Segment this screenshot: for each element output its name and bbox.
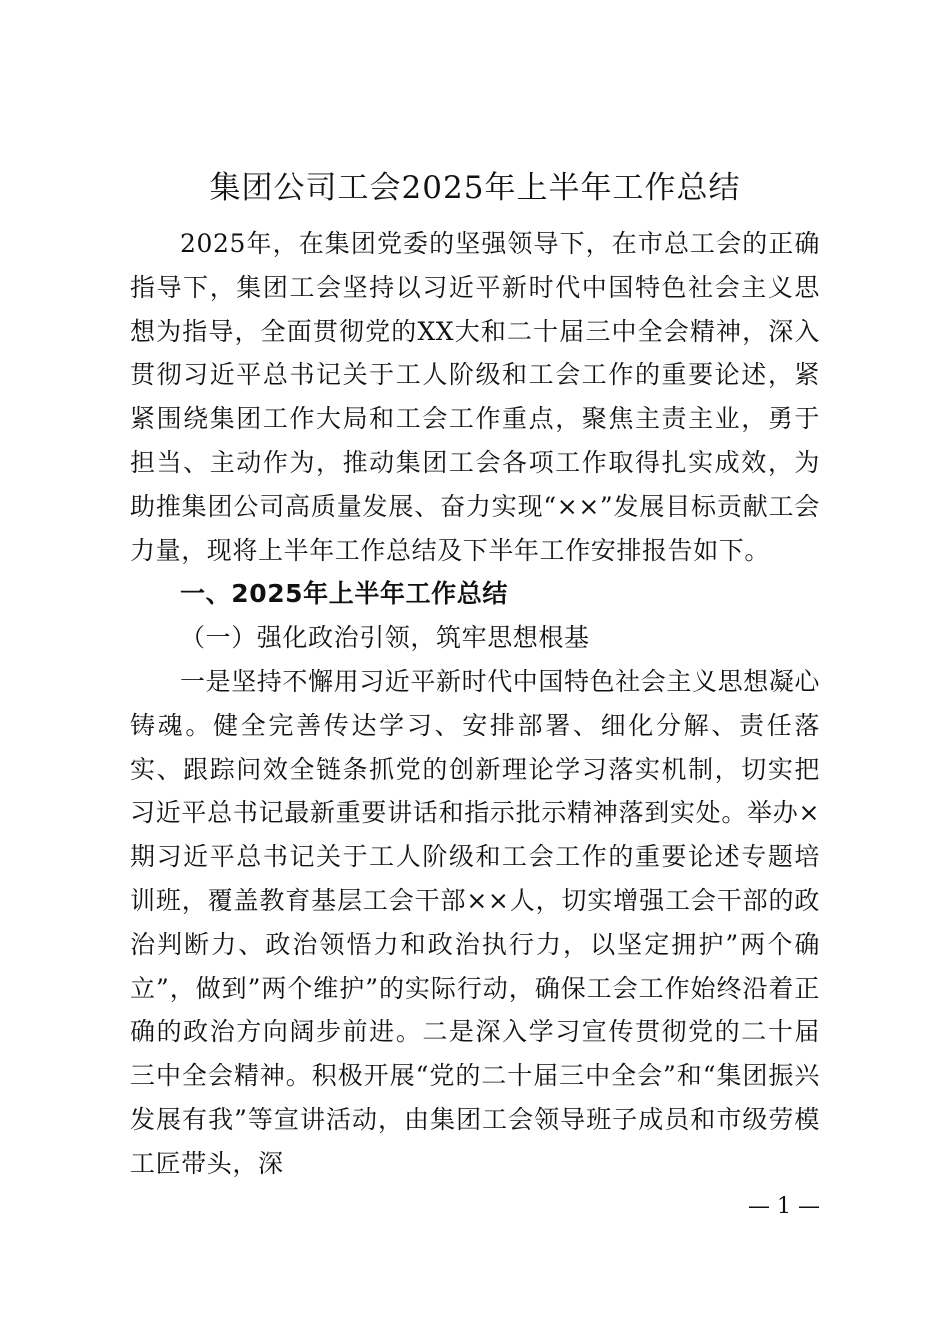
intro-paragraph: 2025年，在集团党委的坚强领导下，在市总工会的正确指导下，集团工会坚持以习近平新时代中国特色社会主义思想为指导，全面贯彻党的XX大和二十届三中全会精神，深入贯彻习近平总书记关于工人阶级和工会工作的重要论述，紧紧围绕集团工作大局和工会工作重点，聚焦主责主业，勇于担当、主动作为，推动集团工会各项工作取得扎实成效，为助推集团公司高质量发展、奋力实现“××”发展目标贡献工会力量，现将上半年工作总结及下半年工作安排报告如下。 (130, 229, 820, 565)
subsection-heading-1: （一）强化政治引领，筑牢思想根基 (180, 623, 590, 653)
page-number: — 1 — (748, 1194, 820, 1219)
subsection-1-paragraph: 一是坚持不懈用习近平新时代中国特色社会主义思想凝心铸魂。健全完善传达学习、安排部署、细化分解、责任落实、跟踪问效全链条抓党的创新理论学习落实机制，切实把习近平总书记最新重要讲话和指示批示精神落到实处。举办×期习近平总书记关于工人阶级和工会工作的重要论述专题培训班，覆盖教育基层工会干部××人，切实增强工会干部的政治判断力、政治领悟力和政治执行力，以坚定拥护”两个确立”，做到”两个维护”的实际行动，确保工会工作始终沿着正确的政治方向阔步前进。二是深入学习宣传贯彻党的二十届三中全会精神。积极开展“党的二十届三中全会”和“集团振兴发展有我”等宣讲活动，由集团工会领导班子成员和市级劳模工匠带头，深 (130, 666, 821, 1178)
document-body (130, 222, 820, 1186)
document-title: 集团公司工会2025年上半年工作总结 (209, 170, 741, 206)
section-heading-1: 一、2025年上半年工作总结 (180, 579, 508, 609)
